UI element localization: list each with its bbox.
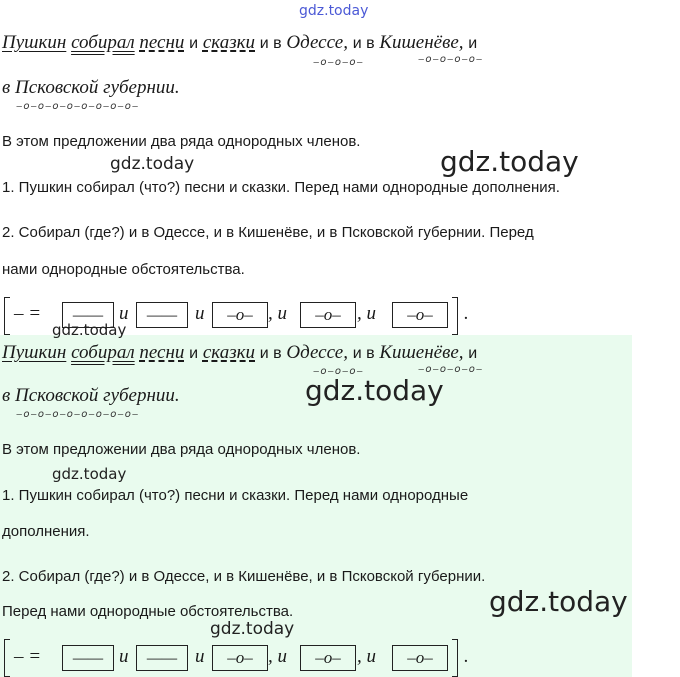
paragraph-1: В этом предложении два ряда однородных членов. bbox=[2, 133, 361, 150]
word-conj: и в bbox=[259, 345, 282, 362]
word-object-1: песни bbox=[139, 32, 185, 53]
scheme-lead: ‒ = bbox=[14, 646, 42, 667]
scheme-conj: и bbox=[195, 646, 205, 667]
scheme-box: ‒o‒ bbox=[392, 302, 448, 328]
word-circ-1: Одессе, bbox=[286, 32, 348, 53]
scheme-box: ‒o‒ bbox=[300, 645, 356, 671]
word-predicate: собирал bbox=[71, 32, 135, 53]
sentence-line-2: в Псковской губернии. bbox=[2, 77, 180, 98]
word-circ-1: Одессе, bbox=[286, 342, 348, 363]
circ-mark-gubernia: ‒o‒o‒o‒o‒o‒o‒o‒o‒ bbox=[16, 101, 140, 112]
word-predicate: собирал bbox=[71, 342, 135, 363]
circ-mark-kishinev: ‒o‒o‒o‒o‒ bbox=[418, 364, 484, 375]
scheme-box: —— bbox=[62, 302, 114, 328]
watermark: gdz.today bbox=[305, 374, 444, 407]
word-circ-2: Кишенёве, bbox=[379, 342, 464, 363]
word-conj: и в bbox=[352, 345, 375, 362]
scheme-conj: и bbox=[119, 303, 129, 324]
bracket-right bbox=[452, 297, 458, 335]
circ-mark-odessa: ‒o‒o‒o‒ bbox=[313, 57, 364, 68]
bracket-left bbox=[4, 639, 10, 677]
scheme-lead: ‒ = bbox=[14, 303, 42, 324]
paragraph-3-line-2: нами однородные обстоятельства. bbox=[2, 261, 245, 278]
paragraph-3-line-1: 2. Собирал (где?) и в Одессе, и в Кишенёве, и в Псковской губернии. Перед bbox=[2, 224, 534, 241]
word-circ-2: Кишенёве, bbox=[379, 32, 464, 53]
scheme-box: ‒o‒ bbox=[300, 302, 356, 328]
watermark: gdz.today bbox=[52, 465, 127, 483]
scheme-box: —— bbox=[136, 645, 188, 671]
bracket-right bbox=[452, 639, 458, 677]
word-conj: и в bbox=[352, 35, 375, 52]
word-conj: и bbox=[189, 35, 199, 52]
word-subject: Пушкин bbox=[2, 32, 67, 53]
watermark: gdz.today bbox=[110, 154, 195, 174]
word-conj: и в bbox=[259, 35, 282, 52]
word-object-1: песни bbox=[139, 342, 185, 363]
circ-mark-kishinev: ‒o‒o‒o‒o‒ bbox=[418, 54, 484, 65]
watermark: gdz.today bbox=[52, 321, 127, 339]
paragraph-2-line-1: 1. Пушкин собирал (что?) песни и сказки. Перед нами однородные bbox=[2, 487, 469, 504]
scheme-box: ‒o‒ bbox=[392, 645, 448, 671]
scheme-conj: и bbox=[195, 303, 205, 324]
scheme-box: ‒o‒ bbox=[212, 645, 268, 671]
scheme-box: —— bbox=[62, 645, 114, 671]
scheme-conj: , и bbox=[357, 646, 376, 667]
word-object-2: сказки bbox=[202, 342, 256, 363]
word-subject: Пушкин bbox=[2, 342, 67, 363]
scheme-box: ‒o‒ bbox=[212, 302, 268, 328]
scheme-conj: , и bbox=[357, 303, 376, 324]
scheme-end: . bbox=[464, 646, 469, 667]
scheme-conj: и bbox=[119, 646, 129, 667]
watermark: gdz.today bbox=[210, 619, 295, 639]
scheme-conj: , и bbox=[268, 646, 287, 667]
circ-mark-gubernia: ‒o‒o‒o‒o‒o‒o‒o‒o‒ bbox=[16, 409, 140, 420]
paragraph-3-line-1: 2. Собирал (где?) и в Одессе, и в Кишенёве, и в Псковской губернии. bbox=[2, 568, 486, 585]
word-conj: и bbox=[189, 345, 199, 362]
paragraph-2: 1. Пушкин собирал (что?) песни и сказки. Перед нами однородные дополнения. bbox=[2, 179, 560, 196]
paragraph-1: В этом предложении два ряда однородных членов. bbox=[2, 441, 361, 458]
sentence-line-1 bbox=[2, 342, 477, 364]
word-conj: и bbox=[468, 345, 478, 362]
word-object-2: сказки bbox=[202, 32, 256, 53]
scheme-box: —— bbox=[136, 302, 188, 328]
word-conj: и bbox=[468, 35, 478, 52]
watermark: gdz.today bbox=[489, 585, 628, 618]
paragraph-2-line-2: дополнения. bbox=[2, 523, 90, 540]
circ-mark-odessa: ‒o‒o‒o‒ bbox=[313, 366, 364, 377]
watermark-top: gdz.today bbox=[299, 3, 369, 19]
watermark: gdz.today bbox=[440, 145, 579, 178]
scheme-end: . bbox=[464, 303, 469, 324]
sentence-line-2: в Псковской губернии. bbox=[2, 385, 180, 406]
scheme-conj: , и bbox=[268, 303, 287, 324]
bracket-left bbox=[4, 297, 10, 335]
sentence-line-1 bbox=[2, 32, 477, 54]
paragraph-3-line-2: Перед нами однородные обстоятельства. bbox=[2, 603, 294, 620]
